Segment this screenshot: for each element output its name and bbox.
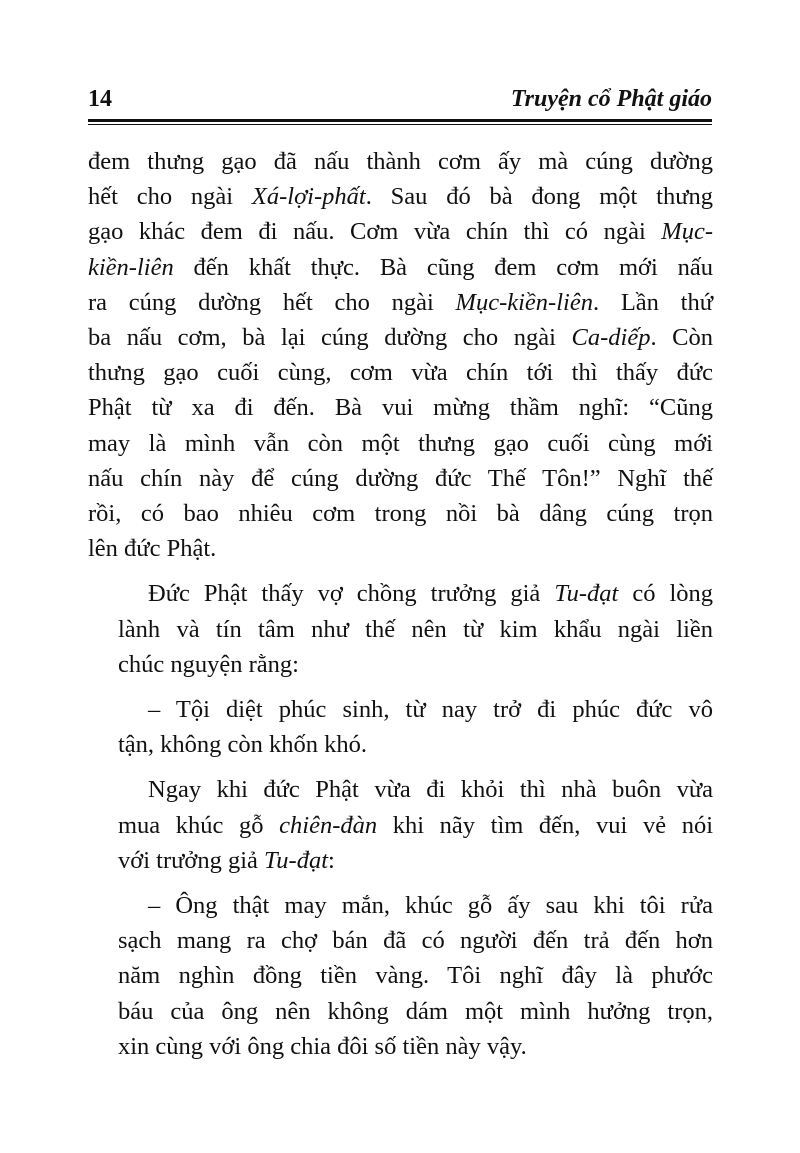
- text-line: Ngay khi đức Phật vừa đi khỏi thì nhà buôn vừa: [148, 776, 713, 804]
- name-tu-dat: Tu-đạt: [554, 580, 619, 608]
- text-line: nấu chín này để cúng dường đức Thế Tôn!” Nghĩ thế: [88, 464, 713, 492]
- text-line: đem thưng gạo đã nấu thành cơm ấy mà cúng dường: [88, 148, 713, 175]
- name-sariputta: Xá-lợi-phất: [251, 183, 366, 211]
- running-title: Truyện cổ Phật giáo: [510, 86, 712, 112]
- text-line: ba nấu cơm, bà lại cúng dường cho ngài Ca-diếp. Còn: [88, 324, 713, 352]
- header-rule-thick: [88, 119, 712, 122]
- text-line: lành và tín tâm như thế nên từ kim khẩu ngài liền: [118, 615, 713, 643]
- text-line: sạch mang ra chợ bán đã có người đến trả đến hơn: [118, 927, 713, 955]
- paragraph-3: [88, 692, 713, 762]
- text-line: Đức Phật thấy vợ chồng trưởng giả Tu-đạt có lòng: [148, 580, 713, 608]
- text-line: kiền-liên đến khất thực. Bà cũng đem cơm mới nấu: [88, 253, 713, 281]
- header-rule-thin: [88, 124, 712, 125]
- paragraph-5: [88, 888, 713, 1064]
- text-line: Phật từ xa đi đến. Bà vui mừng thầm nghĩ: “Cũng: [88, 394, 713, 422]
- paragraph-4: [88, 772, 713, 878]
- text-line: với trưởng giả Tu-đạt:: [118, 846, 335, 874]
- page-number: 14: [88, 86, 112, 112]
- text-line: lên đức Phật.: [88, 535, 217, 563]
- page-header: [88, 84, 712, 118]
- text-line: tận, không còn khốn khó.: [118, 731, 368, 759]
- text-line: ra cúng dường hết cho ngài Mục-kiền-liên. Lần thứ: [88, 288, 713, 316]
- body-text: [88, 144, 713, 1074]
- text-line: mua khúc gỗ chiên-đàn khi nãy tìm đến, vui vẻ nói: [118, 811, 714, 839]
- text-line: rồi, có bao nhiêu cơm trong nồi bà dâng cúng trọn: [88, 500, 713, 528]
- name-moggallana-part1: Mục-: [661, 218, 713, 246]
- text-line: – Tội diệt phúc sinh, từ nay trở đi phúc đức vô: [148, 696, 713, 724]
- paragraph-2: [88, 576, 713, 682]
- paragraph-1: [88, 144, 713, 566]
- text-line: báu của ông nên không dám một mình hưởng trọn,: [118, 997, 713, 1025]
- term-sandalwood: chiên-đàn: [279, 811, 378, 839]
- name-moggallana-part2: kiền-liên: [88, 253, 174, 281]
- text-line: chúc nguyện rằng:: [118, 650, 299, 678]
- text-line: – Ông thật may mắn, khúc gỗ ấy sau khi tôi rửa: [148, 892, 713, 920]
- text-line: thưng gạo cuối cùng, cơm vừa chín tới thì thấy đức: [88, 359, 713, 387]
- name-kassapa: Ca-diếp: [571, 324, 651, 352]
- text-line: may là mình vẫn còn một thưng gạo cuối cùng mới: [88, 429, 713, 457]
- text-line: gạo khác đem đi nấu. Cơm vừa chín thì có ngài Mục-: [88, 218, 713, 246]
- text-line: năm nghìn đồng tiền vàng. Tôi nghĩ đây là phước: [118, 962, 713, 990]
- text-line: xin cùng với ông chia đôi số tiền này vậy.: [118, 1032, 527, 1060]
- name-moggallana: Mục-kiền-liên: [455, 288, 593, 316]
- text-line: hết cho ngài Xá-lợi-phất. Sau đó bà đong một thưng: [88, 183, 713, 211]
- name-tu-dat: Tu-đạt: [264, 846, 329, 874]
